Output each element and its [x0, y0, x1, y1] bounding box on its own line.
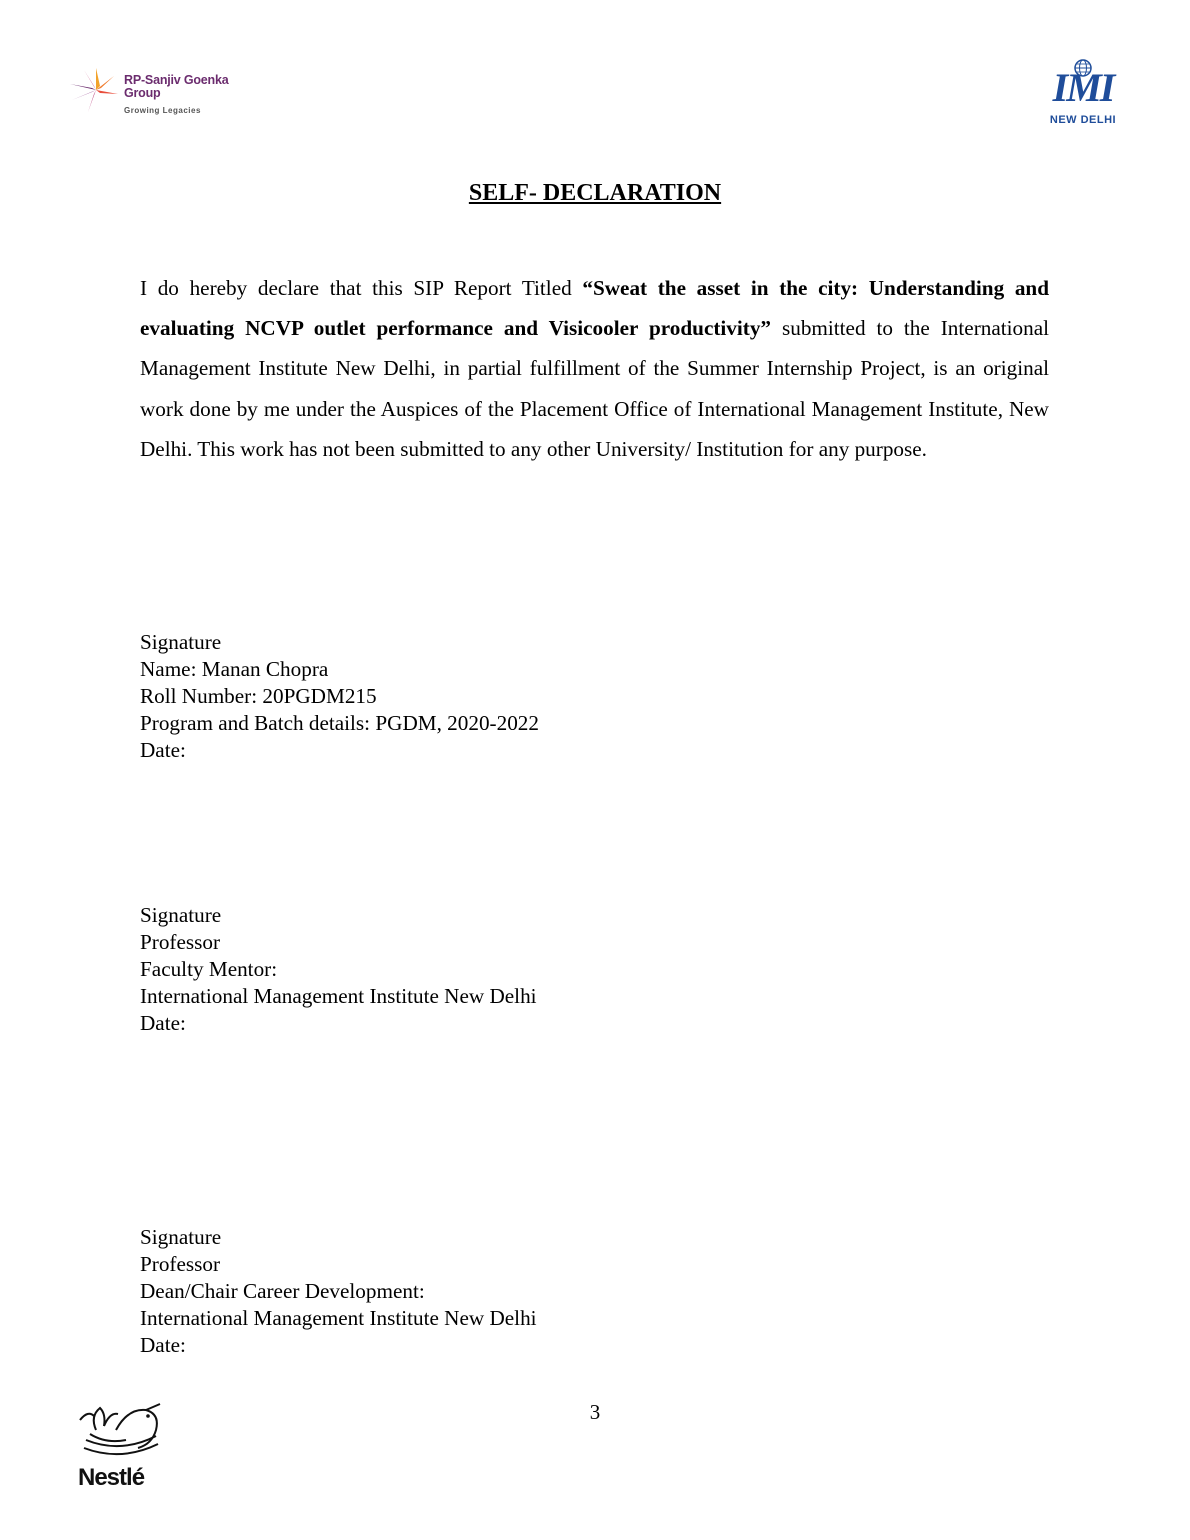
rpsg-name-line2: Group — [124, 86, 161, 100]
bird-nest-icon — [76, 1400, 166, 1462]
dean-signature-label: Signature — [140, 1225, 222, 1249]
faculty-professor: Professor — [140, 930, 221, 954]
declaration-intro: I do hereby declare that this SIP Report Titled — [140, 276, 583, 300]
declaration-body: submitted to the International Management Institute New Delhi, in partial fulfillment of the Summer Internship Project, is an original work done by me under the Auspices of the Placement Office of International Management Institute, New Delhi. This work has not been submitted to any other University/ Institution for any purpose. — [140, 316, 1049, 461]
dean-role-label: Dean/Chair Career Development: — [140, 1279, 425, 1303]
student-name: Name: Manan Chopra — [140, 657, 329, 681]
student-roll-number: Roll Number: 20PGDM215 — [140, 684, 377, 708]
rpsg-name-line1: RP-Sanjiv Goenka — [124, 73, 229, 87]
faculty-signature-block — [140, 902, 537, 1037]
imi-subtitle: NEW DELHI — [1049, 114, 1117, 126]
declaration-paragraph — [140, 268, 1049, 469]
dean-date: Date: — [140, 1333, 186, 1357]
faculty-mentor-label: Faculty Mentor: — [140, 957, 278, 981]
imi-brand: IMI — [1052, 65, 1114, 110]
nestle-wordmark: Nestlé — [78, 1464, 145, 1491]
faculty-institute: International Management Institute New Delhi — [140, 984, 537, 1008]
nestle-logo — [76, 1400, 168, 1495]
student-signature-block — [140, 629, 539, 764]
student-date: Date: — [140, 738, 186, 762]
report-title: “Sweat the asset in the city: Understanding and evaluating NCVP outlet performance and Visicooler productivity” — [140, 276, 1049, 341]
faculty-date: Date: — [140, 1011, 186, 1035]
student-signature-label: Signature — [140, 630, 222, 654]
rpsg-star-icon — [66, 66, 124, 116]
dean-professor: Professor — [140, 1252, 221, 1276]
dean-institute: International Management Institute New Delhi — [140, 1306, 537, 1330]
page-title: SELF- DECLARATION — [468, 180, 722, 206]
page-number: 3 — [589, 1400, 601, 1424]
dean-signature-block — [140, 1224, 537, 1359]
rpsg-tagline: Growing Legacies — [124, 106, 201, 115]
rpsg-logo — [66, 66, 256, 126]
student-program-batch: Program and Batch details: PGDM, 2020-2022 — [140, 711, 539, 735]
imi-logo — [1036, 58, 1130, 130]
faculty-signature-label: Signature — [140, 903, 222, 927]
